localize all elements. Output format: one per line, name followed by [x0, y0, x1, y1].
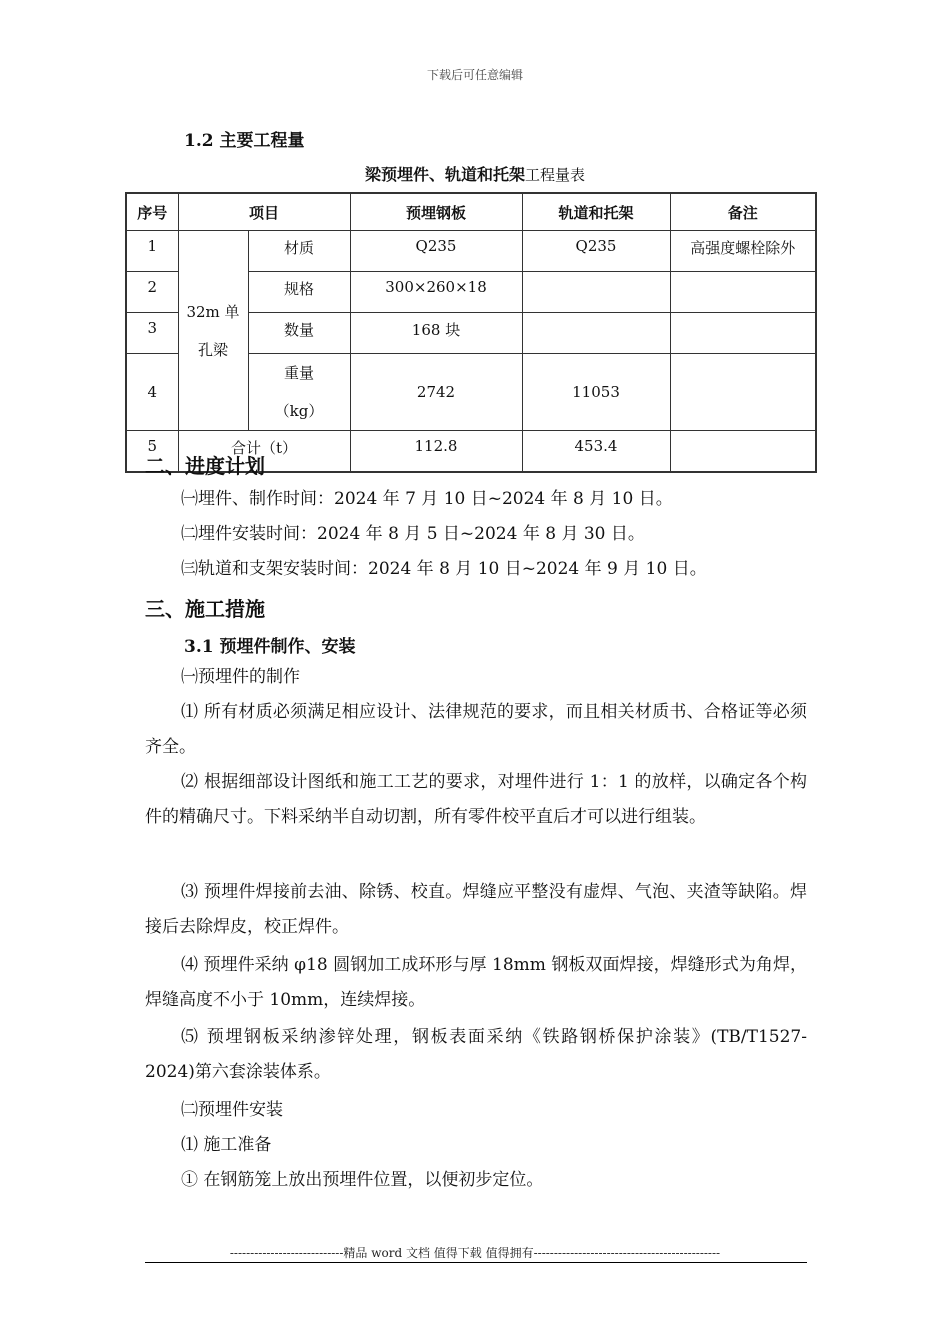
plate-cell: 168 块: [350, 313, 522, 354]
note-cell: [670, 354, 816, 431]
item-cell: 数量: [248, 313, 350, 354]
subsection-title: ㈡预埋件安装: [181, 1100, 283, 1120]
subsection-item: ① 在钢筋笼上放出预埋件位置，以便初步定位。: [181, 1170, 544, 1190]
table-caption-suffix: 工程量表: [525, 166, 586, 184]
item-cell: [248, 354, 350, 431]
section-heading-3: 三、施工措施: [145, 597, 265, 621]
note-cell: [670, 431, 816, 473]
plate-cell: 300×260×18: [350, 272, 522, 313]
table-header-cell: 备注: [670, 193, 816, 231]
item-cell: 规格: [248, 272, 350, 313]
item-line: （kg）: [274, 402, 324, 420]
table-row: [126, 231, 816, 272]
item-cell: 合计（t）: [178, 431, 350, 473]
table-header-cell: 序号: [126, 193, 178, 231]
item-line: 重量: [283, 364, 314, 382]
group-label-cell: [178, 231, 248, 431]
section-heading-3-1: 3.1 预埋件制作、安装: [184, 637, 356, 657]
subsection-title: ㈠预埋件的制作: [181, 667, 300, 687]
row-number: 5: [126, 431, 178, 473]
table-header-row: [126, 193, 816, 231]
row-number: 2: [126, 272, 178, 313]
schedule-item: ㈢轨道和支架安装时间：2024 年 8 月 10 日~2024 年 9 月 10 日。: [181, 559, 707, 579]
section-heading-2: 二、进度计划: [145, 454, 265, 478]
table-header-cell: 项目: [178, 193, 350, 231]
row-number: 3: [126, 313, 178, 354]
section-heading-1-2: 1.2 主要工程量: [184, 131, 305, 151]
plate-cell: 112.8: [350, 431, 522, 473]
paragraph-3: ⑶ 预埋件焊接前去油、除锈、校直。焊缝应平整没有虚焊、气泡、夹渣等缺陷。焊接后去除焊皮，校正焊件。: [145, 882, 807, 937]
plate-cell: Q235: [350, 231, 522, 272]
paragraph-4: ⑷ 预埋件采纳 φ18 圆钢加工成环形与厚 18mm 钢板双面焊接，焊缝形式为角焊，焊缝高度不小于 10mm，连续焊接。: [145, 955, 807, 1010]
table-header-cell: 预埋钢板: [350, 193, 522, 231]
footer-note: ----------------------------精品 word 文档 值得下载 值得拥有----------------------------------------------: [229, 1246, 721, 1260]
rail-cell: 453.4: [522, 431, 670, 473]
plate-cell: 2742: [350, 354, 522, 431]
header-note: 下载后可任意编辑: [426, 68, 523, 82]
note-cell: [670, 272, 816, 313]
note-cell: 高强度螺栓除外: [670, 231, 816, 272]
rail-cell: Q235: [522, 231, 670, 272]
rail-cell: [522, 313, 670, 354]
table-caption: [0, 162, 950, 185]
table-caption-main: 梁预埋件、轨道和托架: [364, 165, 525, 184]
schedule-item: ㈠埋件、制作时间：2024 年 7 月 10 日~2024 年 8 月 10 日。: [181, 489, 673, 509]
row-number: 4: [126, 354, 178, 431]
item-cell: 材质: [248, 231, 350, 272]
rail-cell: [522, 272, 670, 313]
note-cell: [670, 313, 816, 354]
schedule-item: ㈡埋件安装时间：2024 年 8 月 5 日~2024 年 8 月 30 日。: [181, 524, 645, 544]
group-label-line: 孔梁: [197, 340, 228, 359]
footer-rule: [145, 1262, 807, 1263]
rail-cell: 11053: [522, 354, 670, 431]
paragraph-1: ⑴ 所有材质必须满足相应设计、法律规范的要求，而且相关材质书、合格证等必须齐全。: [145, 702, 807, 757]
quantity-table: [125, 192, 817, 473]
paragraph-2: ⑵ 根据细部设计图纸和施工工艺的要求，对埋件进行 1：1 的放样，以确定各个构件的精确尺寸。下料采纳半自动切割，所有零件校平直后才可以进行组装。: [145, 772, 807, 827]
subsection-item: ⑴ 施工准备: [181, 1135, 272, 1155]
group-label-line: 32m 单: [186, 302, 240, 321]
paragraph-5: ⑸ 预埋钢板采纳渗锌处理，钢板表面采纳《铁路钢桥保护涂装》(TB/T1527-2024)第六套涂装体系。: [145, 1027, 807, 1082]
table-header-cell: 轨道和托架: [522, 193, 670, 231]
row-number: 1: [126, 231, 178, 272]
